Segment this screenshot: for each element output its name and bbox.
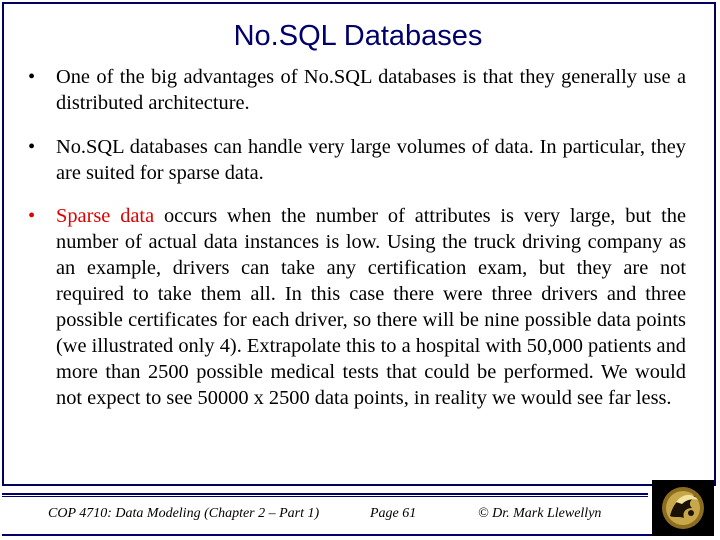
slide-footer <box>2 486 652 538</box>
footer-rule-thin <box>2 496 648 497</box>
bullet-item-2 <box>28 134 686 186</box>
footer-rule <box>2 493 648 495</box>
footer-course: COP 4710: Data Modeling (Chapter 2 – Part 1) <box>48 506 320 521</box>
bullet-marker: • <box>28 205 36 227</box>
bullet-text: One of the big advantages of No.SQL databases is that they generally use a distributed architecture. <box>56 66 686 114</box>
bullet-text: No.SQL databases can handle very large volumes of data. In particular, they are suited for sparse data. <box>56 136 686 184</box>
footer-page: Page 61 <box>370 506 417 521</box>
bullet-marker: • <box>28 66 36 88</box>
footer-author: © Dr. Mark Llewellyn <box>478 506 602 521</box>
bullet-text-rest: occurs when the number of attributes is very large, but the number of actual data instances is low. Using the truck driving company as an example, drivers can take any certification exam, but they are not required to take them all. In this case there were three drivers and three possible certificates for each driver, so there will be nine possible data points (we illustrated only 4). Extrapolate this to a hospital with 50,000 patients and more than 2500 possible medical tests that could be performed. We would not expect to see 50000 x 2500 data points, in reality we would see far less. <box>56 205 686 409</box>
slide-title: No.SQL Databases <box>233 20 483 52</box>
ucf-pegasus-logo-icon <box>652 480 714 536</box>
bullet-marker: • <box>28 136 36 158</box>
bullet-item-1 <box>28 64 686 116</box>
bullet-text <box>56 203 686 411</box>
footer-rule-bottom <box>2 534 652 536</box>
highlight-term: Sparse data <box>56 205 155 227</box>
bullet-item-3 <box>28 203 686 411</box>
